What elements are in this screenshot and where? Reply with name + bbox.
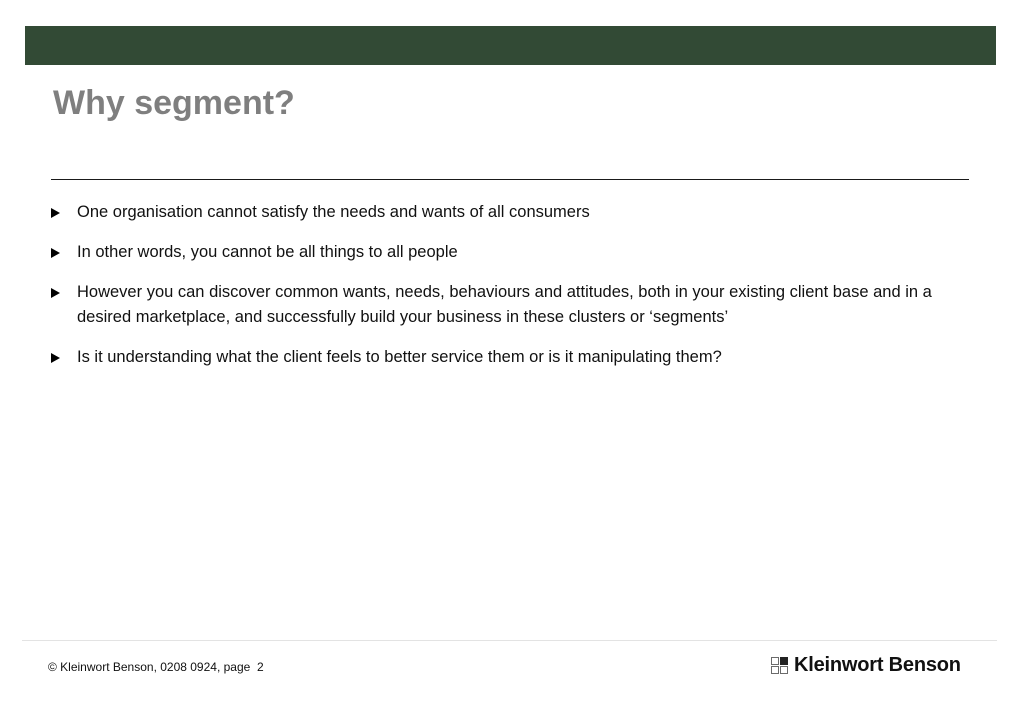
bullet-item xyxy=(49,280,969,330)
footer-copyright: © Kleinwort Benson, 0208 0924, page 2 xyxy=(48,660,264,674)
logo-wordmark: Kleinwort Benson xyxy=(794,653,961,676)
header-band xyxy=(25,26,996,65)
bullet-item xyxy=(49,240,969,265)
bullet-item xyxy=(49,345,969,370)
bullet-text: One organisation cannot satisfy the needs and wants of all consumers xyxy=(77,203,590,221)
bullet-item xyxy=(49,200,969,225)
company-logo xyxy=(771,654,961,676)
bullet-text: In other words, you cannot be all things to all people xyxy=(77,243,458,261)
kleinwort-benson-logo-icon xyxy=(771,657,788,674)
footer-divider xyxy=(22,640,997,641)
slide-title: Why segment? xyxy=(53,84,295,122)
bullet-list xyxy=(49,200,969,385)
triangle-right-icon xyxy=(51,248,60,258)
bullet-text: However you can discover common wants, needs, behaviours and attitudes, both in your existing client base and in a desired marketplace, and successfully build your business in these clusters or ‘segments’ xyxy=(77,283,932,326)
triangle-right-icon xyxy=(51,208,60,218)
triangle-right-icon xyxy=(51,288,60,298)
bullet-text: Is it understanding what the client feels to better service them or is it manipulating them? xyxy=(77,348,722,366)
triangle-right-icon xyxy=(51,353,60,363)
title-divider xyxy=(51,179,969,180)
